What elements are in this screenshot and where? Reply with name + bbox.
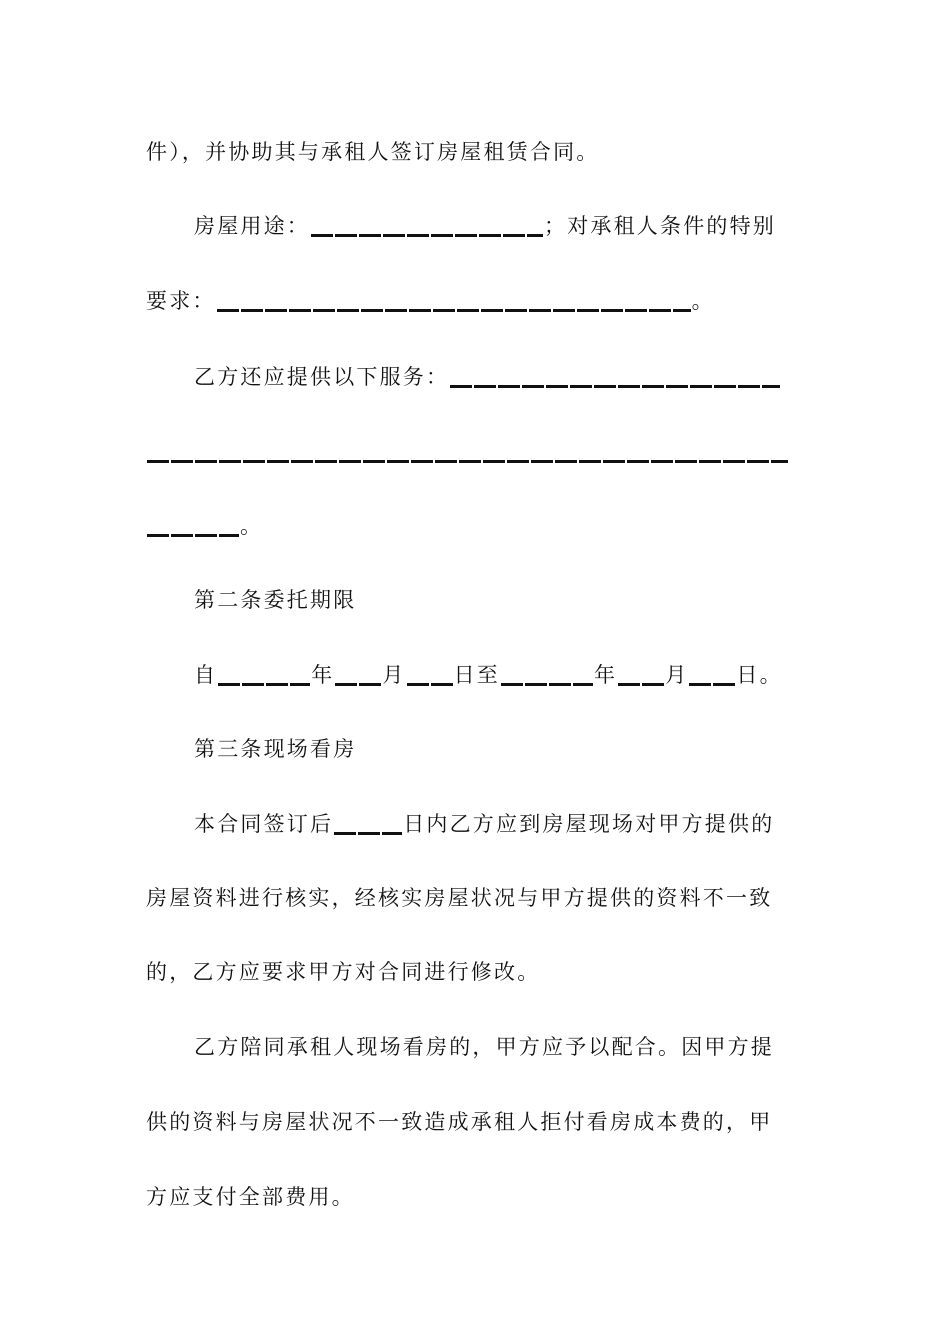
paragraph-line [194,810,791,838]
paragraph-line [146,884,791,912]
text: 件），并协助其与承租人签订房屋租赁合同。 [146,140,600,164]
paragraph-line [146,1183,791,1211]
section-title [194,586,791,614]
text: 月 [382,663,406,687]
paragraph-line [194,661,791,689]
text: ；对承租人条件的特别 [544,214,776,238]
text: 乙方陪同承租人现场看房的，甲方应予以配合。因甲方提 [194,1035,774,1059]
paragraph-line [146,287,791,315]
text: 供的资料与房屋状况不一致造成承租人拒付看房成本费的，甲 [146,1110,773,1134]
text: 房屋资料进行核实，经核实房屋状况与甲方提供的资料不一致 [146,886,773,910]
text: 日内乙方应到房屋现场对甲方提供的 [403,812,775,836]
paragraph-line [146,958,791,986]
text: 。 [240,514,264,538]
blank-requirements[interactable] [217,309,691,312]
text: 日。 [736,663,783,687]
paragraph-line [146,138,791,166]
text: 方应支付全部费用。 [146,1185,355,1209]
blank-services-2[interactable] [147,460,788,463]
text: 本合同签订后 [194,812,334,836]
blank-services-1[interactable] [450,385,780,388]
text: 年 [594,663,618,687]
blank-house-use[interactable] [311,234,543,237]
paragraph-line [146,438,791,466]
blank-services-3[interactable] [147,534,239,537]
text: 月 [665,663,689,687]
text: 日至 [453,663,501,687]
blank-start-day[interactable] [407,683,453,686]
blank-end-day[interactable] [689,683,735,686]
paragraph-line [146,1108,791,1136]
blank-start-month[interactable] [335,683,381,686]
text: 年 [311,663,335,687]
blank-start-year[interactable] [218,683,310,686]
blank-end-month[interactable] [618,683,664,686]
label-requirements: 要求： [146,289,216,313]
label-house-use: 房屋用途： [194,214,310,238]
blank-end-year[interactable] [501,683,593,686]
text: 自 [194,663,218,687]
paragraph-line [194,363,791,391]
section-2-title: 第二条委托期限 [194,588,357,612]
blank-days[interactable] [334,832,402,835]
label-services: 乙方还应提供以下服务： [194,365,450,389]
section-3-title: 第三条现场看房 [194,737,357,761]
paragraph-line [146,512,791,540]
section-title [194,735,791,763]
text: 的，乙方应要求甲方对合同进行修改。 [146,960,541,984]
text: 。 [691,289,715,313]
paragraph-line [194,212,791,240]
paragraph-line [194,1033,791,1061]
